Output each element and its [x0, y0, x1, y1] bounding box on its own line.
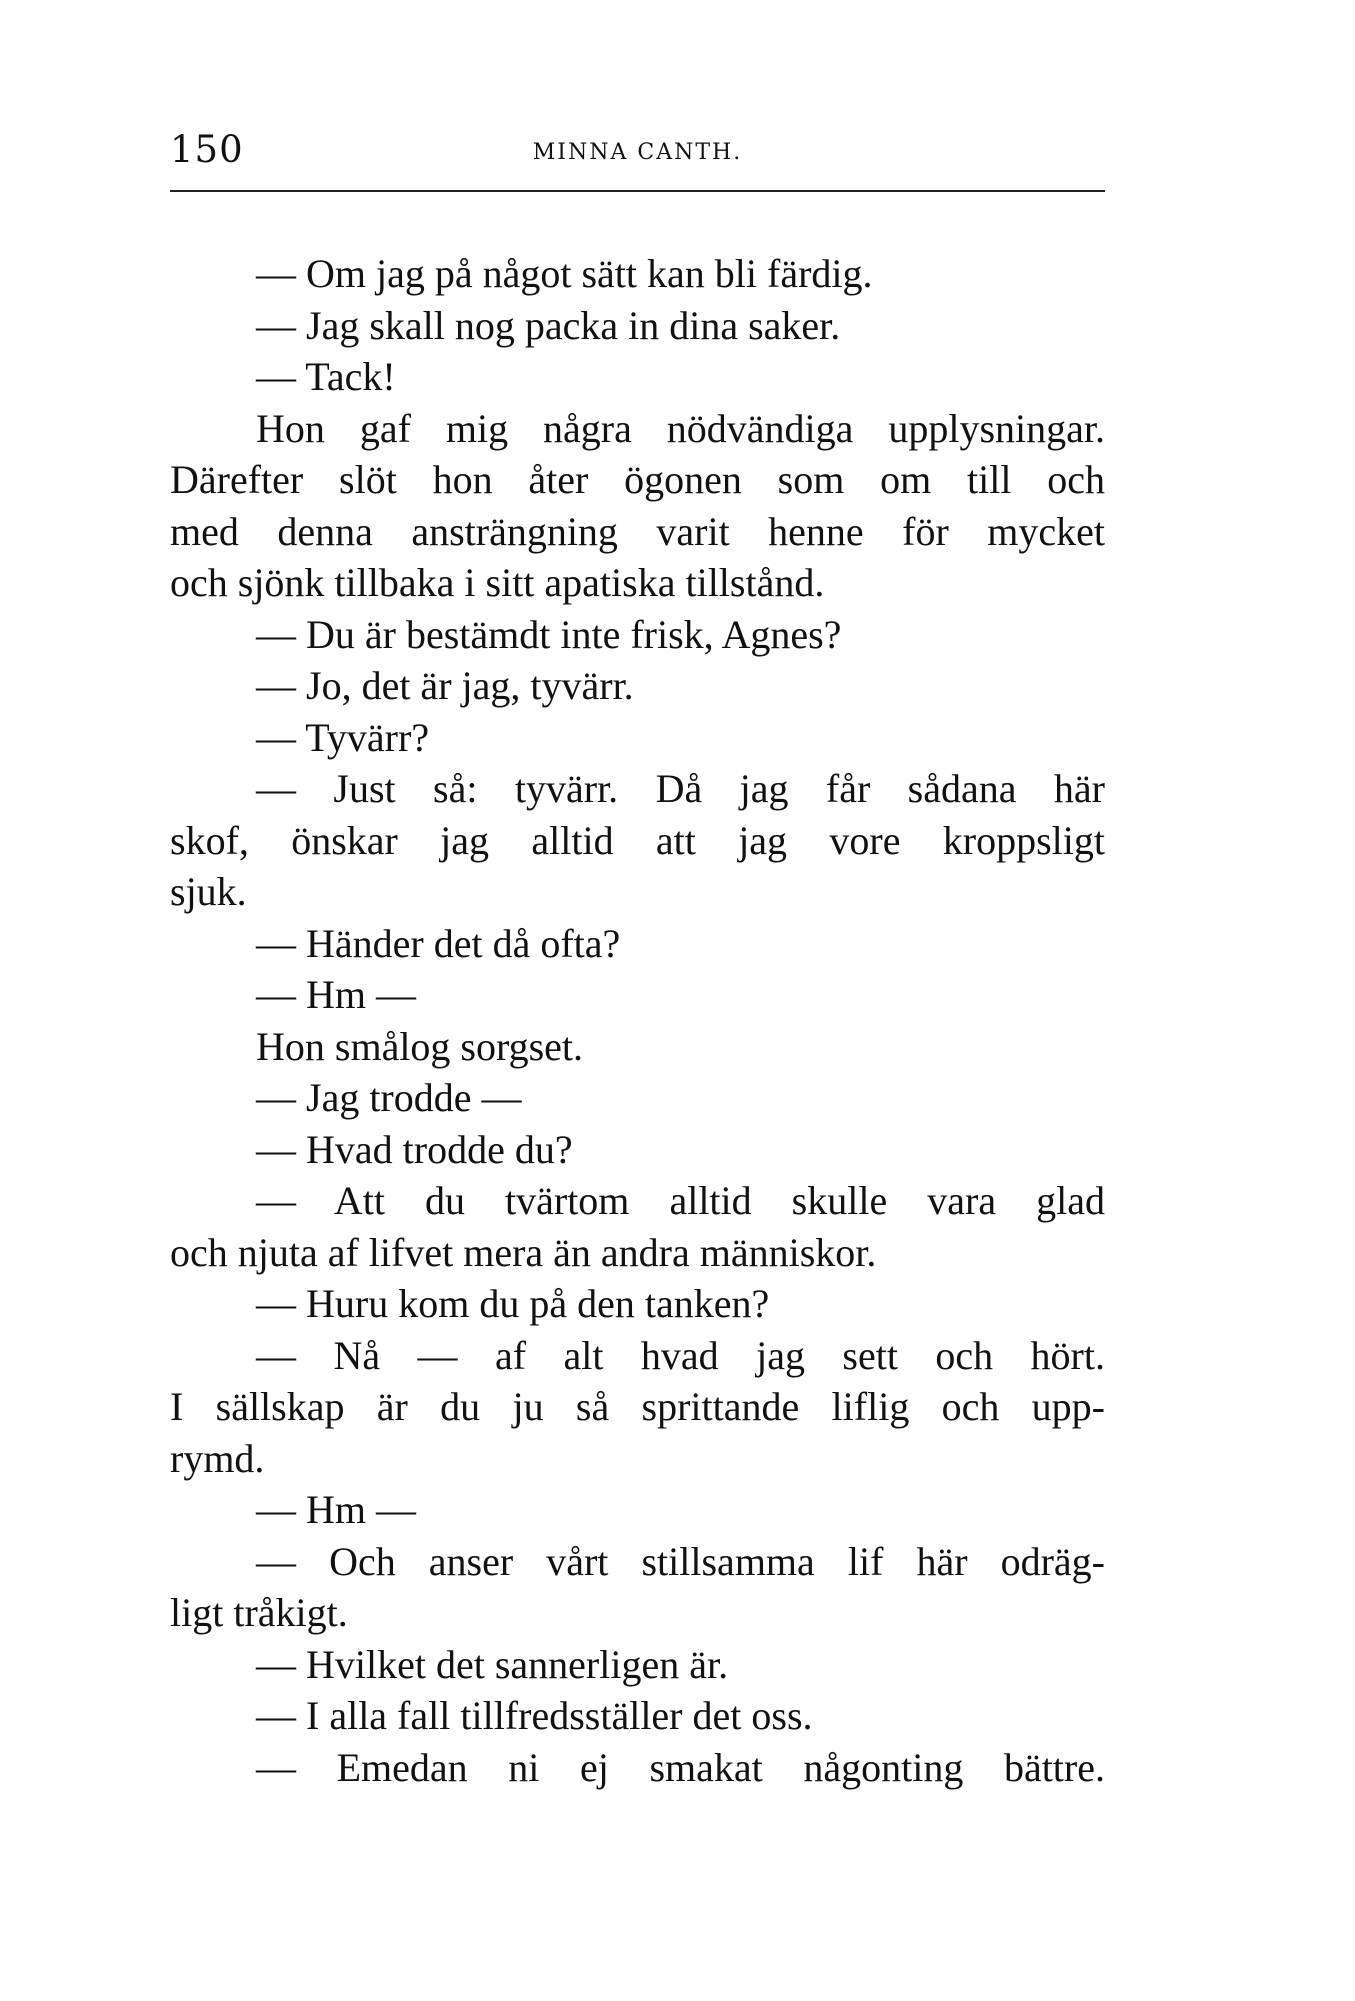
page-header — [170, 128, 1105, 176]
text-line: — Händer det då ofta? — [256, 920, 621, 966]
text-line: — Tyvärr? — [256, 714, 430, 760]
text-line: — Hvilket det sannerligen är. — [256, 1641, 729, 1687]
text-line: och njuta af lifvet mera än andra människor. — [170, 1229, 877, 1275]
text-line: med denna ansträngning varit henne för mycket — [170, 508, 1105, 554]
text-line: — Tack! — [256, 354, 396, 399]
text-line: Hon gaf mig några nödvändiga upplysningar. — [256, 405, 1105, 451]
text-line: sjuk. — [170, 869, 247, 914]
running-head: MINNA CANTH. — [532, 140, 743, 165]
text-line: rymd. — [170, 1435, 265, 1481]
text-line: skof, önskar jag alltid att jag vore kroppsligt — [170, 817, 1105, 863]
text-line: Hon smålog sorgset. — [256, 1023, 584, 1069]
text-line: — Hm — — [256, 972, 416, 1017]
body-text — [170, 248, 1105, 1793]
text-line: ligt tråkigt. — [170, 1590, 348, 1635]
text-line: — Jag skall nog packa in dina saker. — [256, 302, 841, 348]
text-line: — Jo, det är jag, tyvärr. — [256, 663, 634, 708]
text-line: — Hvad trodde du? — [256, 1126, 573, 1172]
text-line: — Att du tvärtom alltid skulle vara glad — [256, 1178, 1105, 1223]
text-line: — Och anser vårt stillsamma lif här odräg- — [256, 1538, 1105, 1584]
text-line: och sjönk tillbaka i sitt apatiska tillstånd. — [170, 560, 825, 605]
header-rule — [170, 190, 1105, 192]
text-line: — Hm — — [256, 1487, 416, 1532]
text-line: — Om jag på något sätt kan bli färdig. — [256, 251, 873, 296]
text-line: — I alla fall tillfredsställer det oss. — [256, 1693, 813, 1738]
text-line: — Nå — af alt hvad jag sett och hört. — [256, 1332, 1105, 1378]
text-line: — Jag trodde — — [256, 1075, 522, 1120]
text-line: I sällskap är du ju så sprittande liflig och upp- — [170, 1384, 1105, 1429]
page-number: 150 — [170, 128, 244, 171]
text-line: — Huru kom du på den tanken? — [256, 1281, 770, 1326]
text-line: — Emedan ni ej smakat någonting bättre. — [256, 1744, 1105, 1790]
text-line: — Du är bestämdt inte frisk, Agnes? — [256, 611, 842, 657]
text-line: Därefter slöt hon åter ögonen som om till och — [170, 457, 1105, 502]
text-line: — Just så: tyvärr. Då jag får sådana här — [256, 766, 1105, 811]
